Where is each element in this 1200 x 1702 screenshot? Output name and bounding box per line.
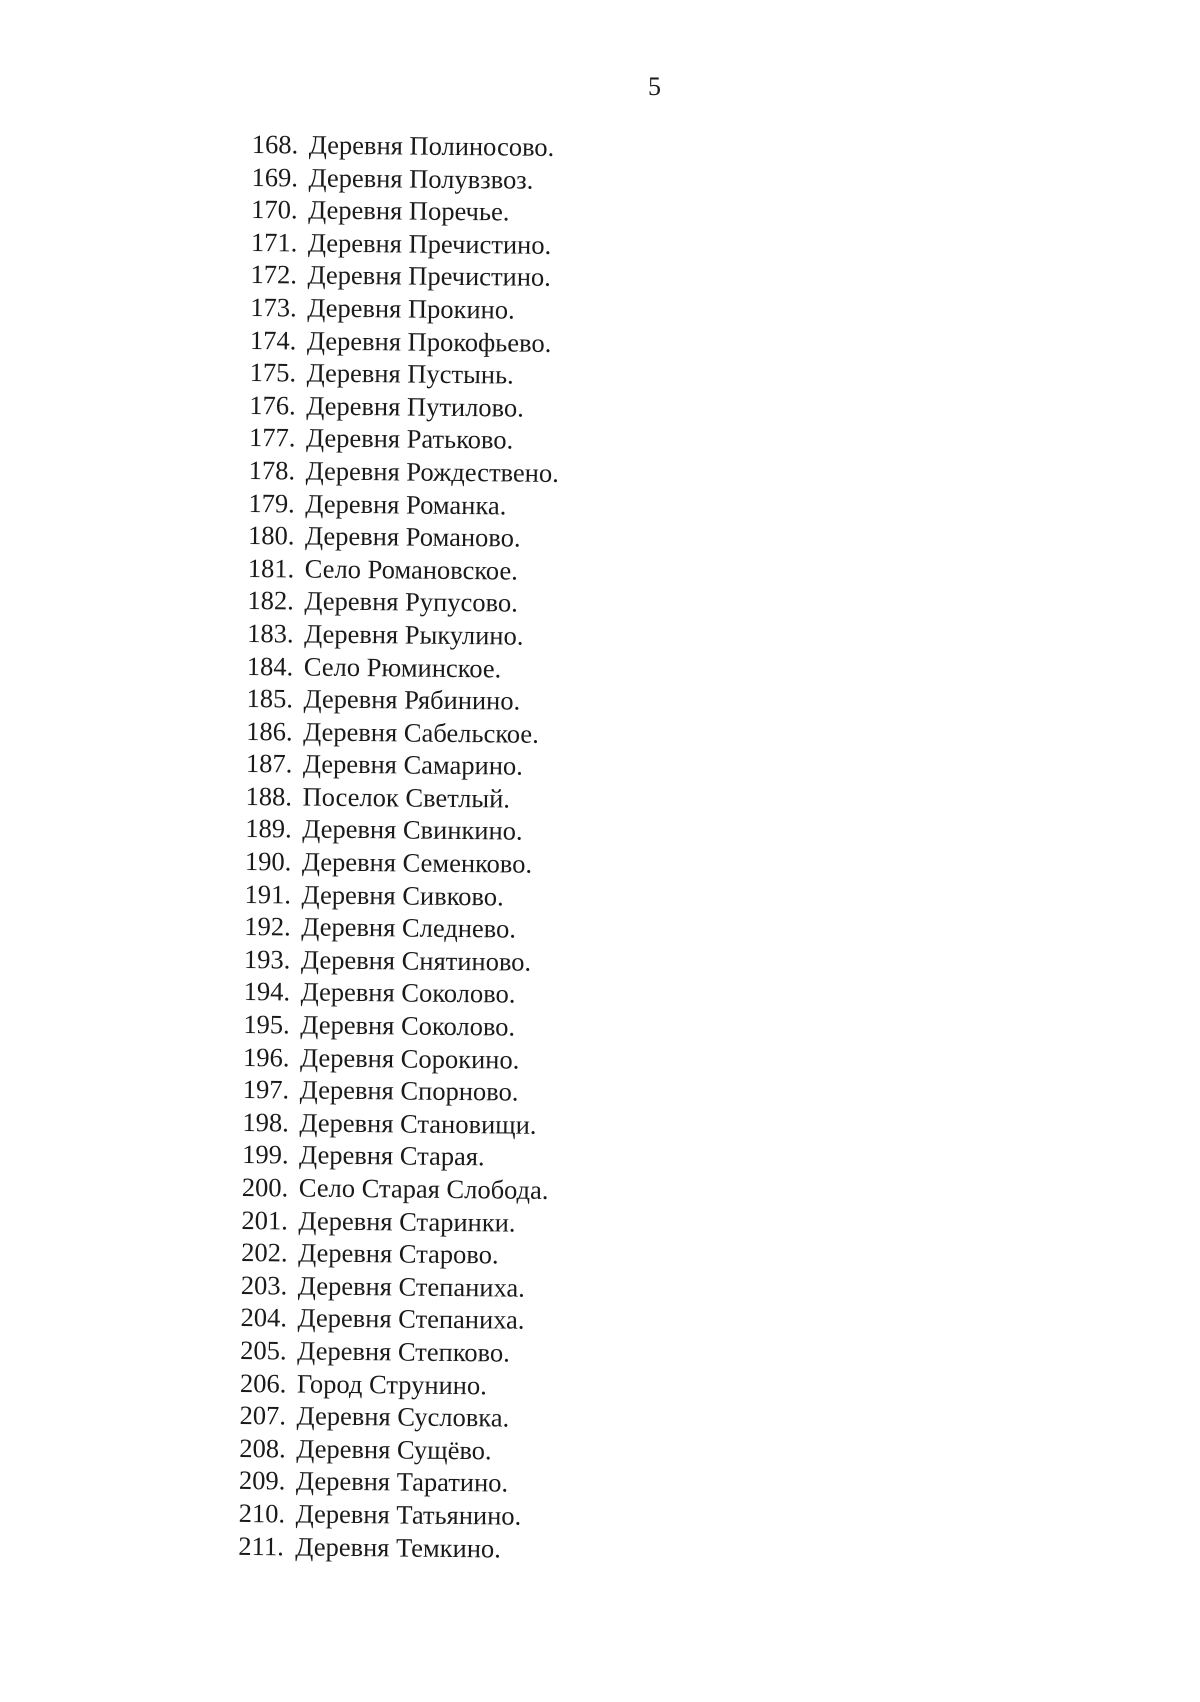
list-item-text: Деревня Темкино. [295, 1531, 502, 1563]
list-item-number: 203. [240, 1269, 288, 1301]
list-item-text: Деревня Старая. [299, 1139, 485, 1172]
list-item-number: 201. [241, 1204, 289, 1235]
list-item [245, 812, 555, 848]
list-item [244, 910, 554, 946]
list-item-text: Деревня Свинкино. [302, 813, 523, 847]
list-item-text: Деревня Старово. [298, 1237, 499, 1270]
list-item-text: Деревня Рыкулино. [304, 618, 524, 651]
list-item-text: Деревня Спорново. [299, 1074, 519, 1107]
list-item-number: 208. [239, 1432, 286, 1464]
list-item-text: Село Старая Слобода. [298, 1172, 549, 1205]
list-item-text: Деревня Полувзвоз. [308, 162, 534, 195]
list-item-number: 177. [248, 422, 296, 453]
list-item [249, 389, 559, 425]
list-item-text: Деревня Поречье. [308, 194, 510, 227]
list-item [244, 878, 554, 914]
list-item-number: 168. [251, 128, 299, 160]
list-item [241, 1269, 551, 1305]
list-item-number: 205. [240, 1334, 287, 1366]
list-item-text: Деревня Сорокино. [299, 1042, 520, 1075]
list-item-number: 209. [238, 1465, 286, 1496]
list-item-number: 169. [251, 161, 299, 193]
list-item-number: 186. [246, 715, 293, 747]
list-item-number: 171. [250, 226, 298, 258]
list-item [241, 1204, 551, 1240]
list-item-text: Деревня Рупусово. [304, 585, 518, 618]
list-item-number: 194. [243, 976, 291, 1007]
list-item [246, 715, 556, 751]
list-item-text: Деревня Татьянино. [295, 1498, 522, 1531]
list-item-text: Город Струнино. [296, 1368, 487, 1400]
list-item-number: 181. [247, 552, 295, 584]
list-item-number: 180. [247, 520, 295, 551]
list-item [245, 780, 555, 816]
list-item [251, 193, 561, 229]
list-item [250, 324, 560, 360]
list-item-text: Деревня Степаниха. [297, 1302, 525, 1336]
list-item-text: Деревня Соколово. [300, 1009, 516, 1042]
page-number: 5 [648, 72, 661, 101]
list-item-number: 197. [242, 1074, 290, 1105]
list-item [240, 1334, 550, 1370]
list-item-number: 211. [238, 1530, 284, 1561]
list-item-number: 193. [243, 943, 291, 975]
list-item [249, 356, 559, 392]
list-item-text: Деревня Становищи. [299, 1107, 537, 1140]
list-item-text: Деревня Сабельское. [303, 716, 539, 749]
list-item-text: Деревня Семенково. [301, 846, 533, 879]
list-item-number: 198. [242, 1106, 289, 1138]
list-item [244, 975, 554, 1011]
list-item [248, 487, 558, 523]
list-item-text: Деревня Пречистино. [307, 259, 551, 293]
list-item [251, 226, 561, 262]
list-item-text: Деревня Прокино. [307, 292, 515, 325]
list-item-text: Деревня Полиносово. [308, 129, 555, 162]
list-item-number: 185. [246, 683, 294, 714]
list-item [247, 617, 557, 653]
list-item-text: Деревня Степково. [297, 1335, 510, 1368]
list-item [243, 1008, 553, 1044]
list-item-text: Деревня Старинки. [298, 1205, 516, 1238]
list-item [240, 1301, 550, 1337]
list-item-text: Деревня Таратино. [295, 1465, 509, 1498]
list-item [248, 519, 558, 555]
list-item-number: 182. [247, 585, 294, 616]
list-item [250, 258, 560, 294]
list-item [239, 1464, 549, 1500]
list-item-number: 190. [244, 846, 292, 877]
list-item [248, 552, 558, 588]
list-item-number: 184. [246, 650, 294, 681]
list-item-number: 189. [245, 813, 292, 844]
list-item-text: Деревня Ратьково. [305, 422, 514, 455]
list-item [244, 943, 554, 979]
list-item-number: 195. [243, 1008, 290, 1040]
list-item-number: 202. [241, 1237, 288, 1268]
list-item-number: 176. [249, 389, 296, 421]
list-item-number: 170. [251, 194, 298, 225]
list-item [243, 1041, 553, 1077]
list-item-number: 200. [241, 1171, 289, 1203]
list-item [242, 1106, 552, 1142]
list-item [251, 161, 561, 197]
list-item-text: Деревня Соколово. [300, 976, 516, 1010]
list-item-number: 191. [244, 878, 292, 910]
list-item [239, 1432, 549, 1468]
list-item-text: Деревня Рябинино. [303, 683, 521, 716]
list-item-text: Деревня Романово. [304, 520, 521, 553]
list-item-number: 199. [242, 1139, 289, 1170]
list-item-number: 175. [249, 357, 297, 388]
list-item-text: Деревня Пречистино. [307, 227, 552, 260]
list-item-number: 210. [238, 1497, 286, 1529]
list-item-text: Деревня Сивково. [301, 879, 504, 912]
list-item [252, 128, 562, 164]
list-item-text: Деревня Сусловка. [296, 1400, 510, 1433]
list-item [246, 747, 556, 783]
list-item-text: Деревня Следнево. [301, 911, 517, 944]
list-item [242, 1171, 552, 1207]
list-item-text: Деревня Сущёво. [296, 1433, 492, 1466]
list-item [239, 1497, 549, 1533]
list-item-text: Деревня Романка. [305, 488, 507, 520]
list-item [247, 584, 557, 620]
list-item-number: 179. [248, 487, 295, 518]
list-item-number: 174. [249, 324, 297, 355]
list-item-number: 204. [240, 1302, 288, 1333]
list-item [247, 649, 557, 685]
list-item [246, 682, 556, 718]
list-item-number: 206. [239, 1367, 287, 1398]
list-item-number: 188. [245, 780, 293, 812]
list-item [249, 454, 559, 490]
list-item-number: 196. [242, 1041, 290, 1073]
list-item-text: Деревня Самарино. [302, 748, 524, 781]
list-item [245, 845, 555, 881]
list-item [241, 1236, 551, 1272]
list-item-number: 172. [250, 259, 298, 290]
list-item [240, 1367, 550, 1403]
list-item-number: 187. [245, 748, 293, 779]
list-item [243, 1073, 553, 1109]
list-item [249, 421, 559, 457]
list-item-text: Деревня Степаниха. [297, 1270, 525, 1303]
list-item-number: 178. [248, 454, 296, 486]
list-item-text: Село Романовское. [304, 553, 518, 586]
list-item-text: Деревня Путилово. [306, 390, 524, 423]
list-item-text: Деревня Прокофьево. [306, 325, 552, 358]
list-item-text: Деревня Снятиново. [300, 944, 532, 977]
list-item-text: Село Рюминское. [303, 651, 502, 683]
list-item-number: 173. [250, 291, 297, 323]
list-item [239, 1399, 549, 1435]
list-item [238, 1529, 548, 1565]
list-item-number: 192. [244, 911, 291, 942]
list-item-text: Деревня Рождествено. [305, 455, 559, 488]
list-item [242, 1138, 552, 1174]
list-item-text: Деревня Пустынь. [306, 357, 514, 390]
list-item-number: 207. [239, 1400, 287, 1431]
list-item [250, 291, 560, 327]
list-item-text: Поселок Светлый. [302, 781, 511, 814]
settlement-list [238, 128, 562, 1565]
list-item-number: 183. [247, 617, 294, 649]
